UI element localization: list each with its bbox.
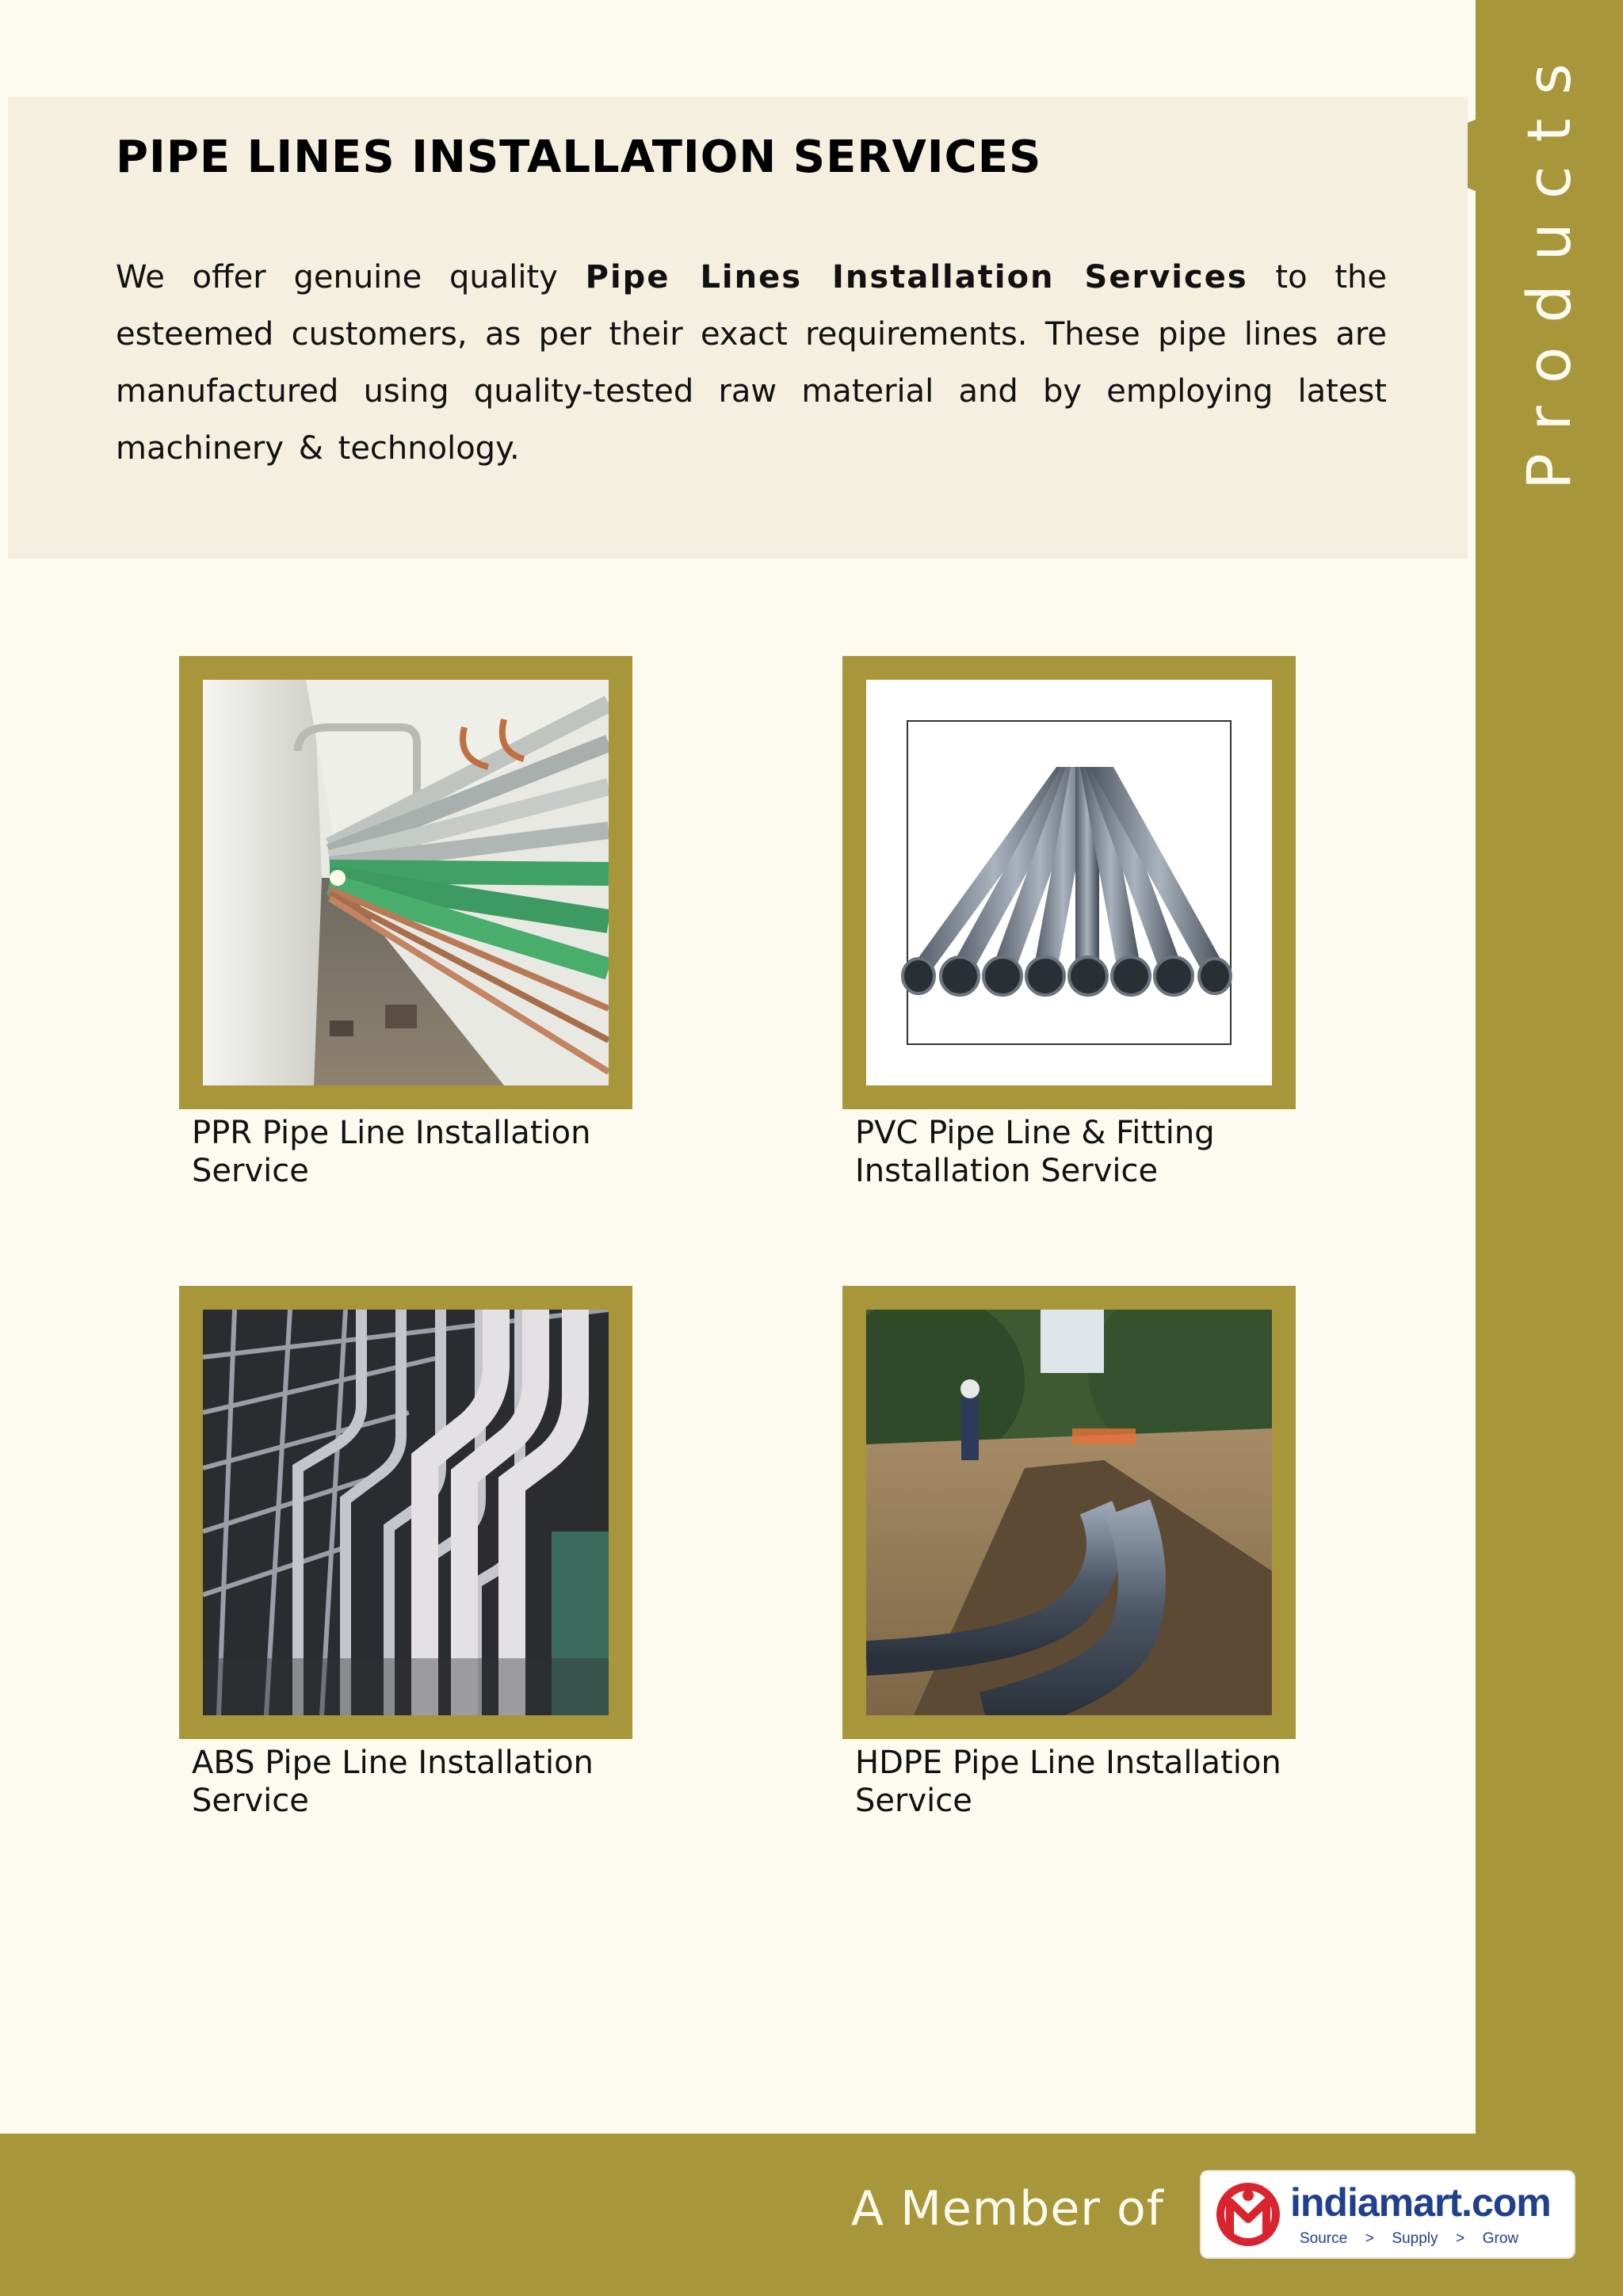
intro-paragraph [116, 249, 1387, 477]
intro-panel [8, 97, 1468, 559]
ceiling-pipes-illustration [203, 1310, 609, 1715]
pvc-pipes-illustration [866, 680, 1272, 1085]
product-card-ppr[interactable] [179, 656, 632, 1190]
logo-tagline: Source > Supply > Grow [1300, 2230, 1519, 2247]
product-image-frame [179, 656, 632, 1109]
tunnel-pipes-illustration [203, 680, 609, 1085]
footer-bar [0, 2134, 1623, 2296]
product-image-frame [842, 1286, 1296, 1739]
product-card-pvc[interactable] [842, 656, 1296, 1190]
ppr-pipe-photo [203, 680, 609, 1085]
sidebar-label-wrap [1476, 0, 1623, 490]
logo-brand: indiamart.com [1290, 2180, 1551, 2225]
product-image-frame [842, 656, 1296, 1109]
hdpe-pipe-photo [866, 1310, 1272, 1715]
indiamart-m-icon [1212, 2178, 1284, 2251]
sidebar-label: Products [1514, 40, 1584, 490]
pvc-pipe-photo [866, 680, 1272, 1085]
member-text: A Member of [851, 2181, 1164, 2237]
product-card-abs[interactable] [179, 1286, 632, 1820]
product-card-hdpe[interactable] [842, 1286, 1296, 1820]
product-image-frame [179, 1286, 632, 1739]
intro-text-before: We offer genuine quality [116, 259, 586, 296]
intro-text-after: to the esteemed customers, as per their exact requirements. These pipe lines are manufactured using quality-tested raw material and by employing latest machinery & technology. [116, 259, 1388, 467]
product-caption[interactable]: ABS Pipe Line Installation Service [192, 1745, 594, 1819]
trench-pipes-illustration [866, 1310, 1272, 1715]
product-caption[interactable]: PPR Pipe Line Installation Service [192, 1115, 591, 1189]
product-caption[interactable]: PVC Pipe Line & Fitting Installation Service [855, 1115, 1215, 1189]
abs-pipe-photo [203, 1310, 609, 1715]
product-caption[interactable]: HDPE Pipe Line Installation Service [855, 1745, 1281, 1819]
indiamart-logo[interactable] [1201, 2172, 1574, 2257]
intro-text-bold: Pipe Lines Installation Services [585, 259, 1248, 296]
page-title: PIPE LINES INSTALLATION SERVICES [116, 132, 1042, 183]
